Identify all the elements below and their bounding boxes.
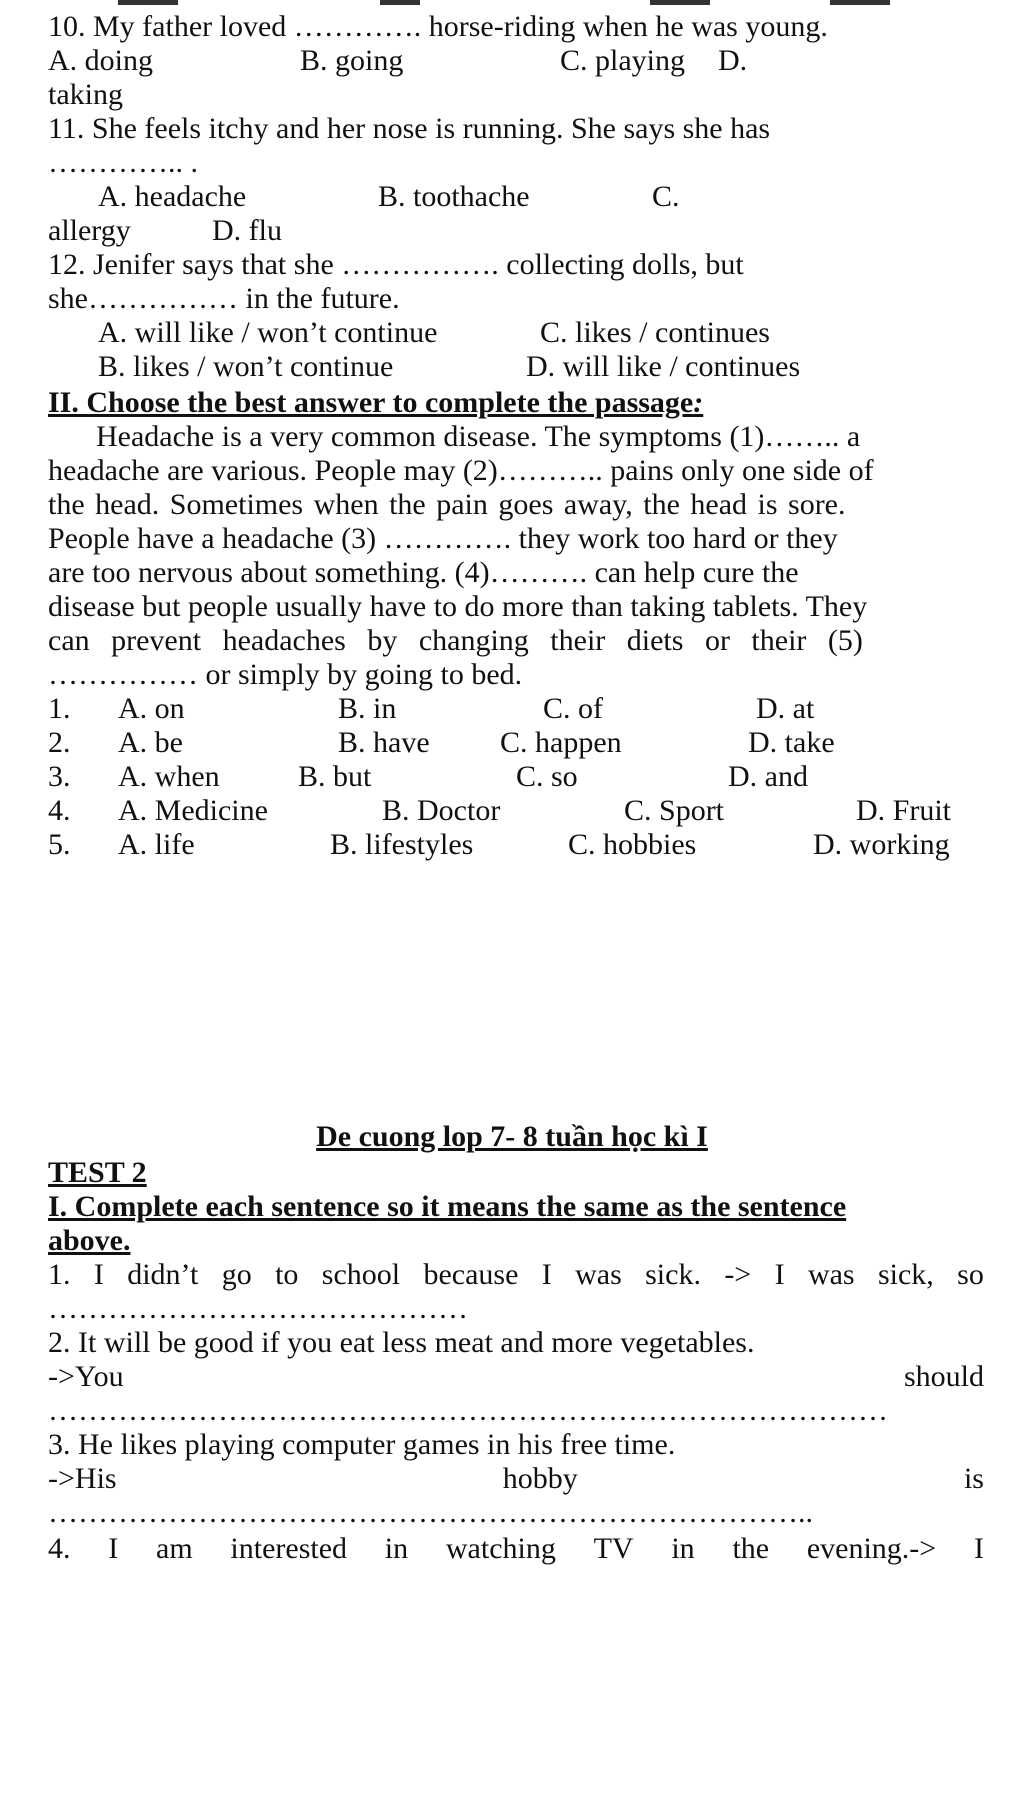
question-11-options [48,178,984,216]
t2-q1-word: 1. [48,1258,71,1291]
row-2-option-b: B. have [338,726,430,759]
row-3-option-b: B. but [298,760,372,793]
row-5-number: 5. [48,828,71,861]
t2-q4-word: evening.-> [806,1532,937,1565]
row-4-option-a: A. Medicine [118,794,268,827]
q11-option-c-continued: allergy [48,214,131,247]
q12-option-b: B. likes / won’t continue [98,350,394,383]
q12-option-d: D. will like / continues [526,350,801,383]
passage-option-row-4 [48,792,984,830]
t2-question-2: 2. It will be good if you eat less meat and more vegetables. [48,1326,755,1359]
t2-q1-word: didn’t [127,1258,199,1291]
test-2-heading-line-1: I. Complete each sentence so it means the same as the sentence [48,1190,847,1223]
section-2-heading-text: II. Choose the best answer to complete the passage [48,386,694,419]
row-1-option-c: C. of [543,692,603,725]
t2-q1-word: sick, [877,1258,934,1291]
q10-option-c: C. playing [560,44,685,77]
t2-q1-word: I [93,1258,104,1291]
row-4-option-b: B. Doctor [382,794,501,827]
q11-option-d: D. flu [212,214,282,247]
cropped-previous-line [0,0,1024,6]
t2-q4-word: I [973,1532,984,1565]
row-2-number: 2. [48,726,71,759]
question-10-options [48,42,984,80]
q11-option-a: A. headache [98,180,247,213]
question-12-options-row-2 [48,348,984,386]
q11-option-b: B. toothache [378,180,530,213]
passage-option-row-1 [48,690,984,728]
passage-line-3-text: the head. Sometimes when the pain goes away, the head is sore. [48,488,846,521]
passage-line-7: can prevent headaches by changing their diets or their (5) [48,624,863,657]
question-12-stem: 12. Jenifer says that she ……………. collecting dolls, but [48,248,744,281]
t2-question-3: 3. He likes playing computer games in his free time. [48,1428,676,1461]
t2-q4-word: 4. [48,1532,71,1565]
q12-option-a: A. will like / won’t continue [98,316,438,349]
t2-q4-word: am [156,1532,193,1565]
q10-option-d: D. [718,44,748,77]
question-10-stem: 10. My father loved …………. horse-riding when he was young. [48,10,828,43]
t2-q3-hobby: hobby [502,1462,578,1495]
t2-q4-word: the [732,1532,770,1565]
question-12-options-row-1 [48,314,984,352]
t2-q2-blank: ………………………………………………………………………… [48,1394,888,1427]
t2-q1-word: was [575,1258,622,1291]
row-5-option-c: C. hobbies [568,828,697,861]
t2-q1-word: to [275,1258,299,1291]
t2-q2-answer-line [48,1358,984,1396]
question-12-stem-2: she…………… in the future. [48,282,400,315]
t2-q1-word: was [807,1258,855,1291]
test-2-label: TEST 2 [48,1156,147,1189]
q10-option-b: B. going [300,44,404,77]
q10-option-a: A. doing [48,44,153,77]
t2-q4-word: in [384,1532,409,1565]
section-2-heading [48,384,984,422]
t2-q1-word: go [221,1258,252,1291]
row-4-option-d: D. Fruit [856,794,952,827]
row-3-number: 3. [48,760,71,793]
document-title: De cuong lop 7- 8 tuần học kì I [316,1120,708,1153]
row-1-option-b: B. in [338,692,397,725]
t2-q1-word: I [774,1258,785,1291]
row-1-option-d: D. at [756,692,815,725]
row-1-option-a: A. on [118,692,185,725]
row-3-option-d: D. and [728,760,808,793]
q10-option-d-continued: taking [48,78,123,111]
question-11-blank: ………….. . [48,146,198,179]
t2-q3-blank: ………………………………………………………………….. [48,1496,813,1529]
section-2-heading-colon: : [693,386,704,419]
t2-question-4 [48,1530,984,1568]
passage-line-2: headache are various. People may (2)……….. pains only one side of [48,454,874,487]
question-11-stem: 11. She feels itchy and her nose is running. She says she has [48,112,771,145]
row-3-option-a: A. when [118,760,220,793]
row-2-option-a: A. be [118,726,183,759]
q12-option-c: C. likes / continues [540,316,770,349]
t2-q4-word: in [671,1532,695,1565]
row-1-number: 1. [48,692,71,725]
t2-q1-word: sick. [645,1258,701,1291]
row-5-option-a: A. life [118,828,195,861]
passage-line-6: disease but people usually have to do more than taking tablets. They [48,590,868,623]
row-2-option-c: C. happen [500,726,622,759]
t2-q3-answer-line [48,1460,984,1498]
t2-q4-word: interested [230,1532,348,1565]
row-5-option-b: B. lifestyles [330,828,474,861]
passage-option-row-5 [48,826,984,864]
q11-option-c: C. [652,180,680,213]
t2-q1-word: school [321,1258,401,1291]
t2-question-1 [48,1256,984,1294]
row-2-option-d: D. take [748,726,835,759]
passage-line-3 [48,486,984,524]
t2-q4-word: TV [593,1532,634,1565]
passage-line-1: Headache is a very common disease. The symptoms (1)…….. a [96,420,861,453]
t2-q1-blank: …………………………………… [48,1292,468,1325]
passage-line-4: People have a headache (3) …………. they work too hard or they [48,522,838,555]
test-2-heading-line-2: above. [48,1224,131,1257]
t2-q3-is: is [963,1462,984,1495]
t2-q1-word: I [541,1258,552,1291]
t2-q2-should: should [903,1360,984,1393]
t2-q1-word: -> [724,1258,752,1291]
t2-q3-prefix: ->His [48,1462,117,1495]
t2-q4-word: I [108,1532,119,1565]
row-4-number: 4. [48,794,71,827]
row-3-option-c: C. so [516,760,578,793]
passage-option-row-3 [48,758,984,796]
passage-line-8: …………… or simply by going to bed. [48,658,523,691]
row-4-option-c: C. Sport [624,794,725,827]
t2-q1-word: because [423,1258,519,1291]
t2-q2-prefix: ->You [48,1360,124,1393]
t2-q1-word: so [957,1258,984,1291]
passage-line-5: are too nervous about something. (4)………. can help cure the [48,556,799,589]
t2-q4-word: watching [445,1532,556,1565]
question-11-options-cont [48,212,984,250]
passage-option-row-2 [48,724,984,762]
row-5-option-d: D. working [813,828,950,861]
